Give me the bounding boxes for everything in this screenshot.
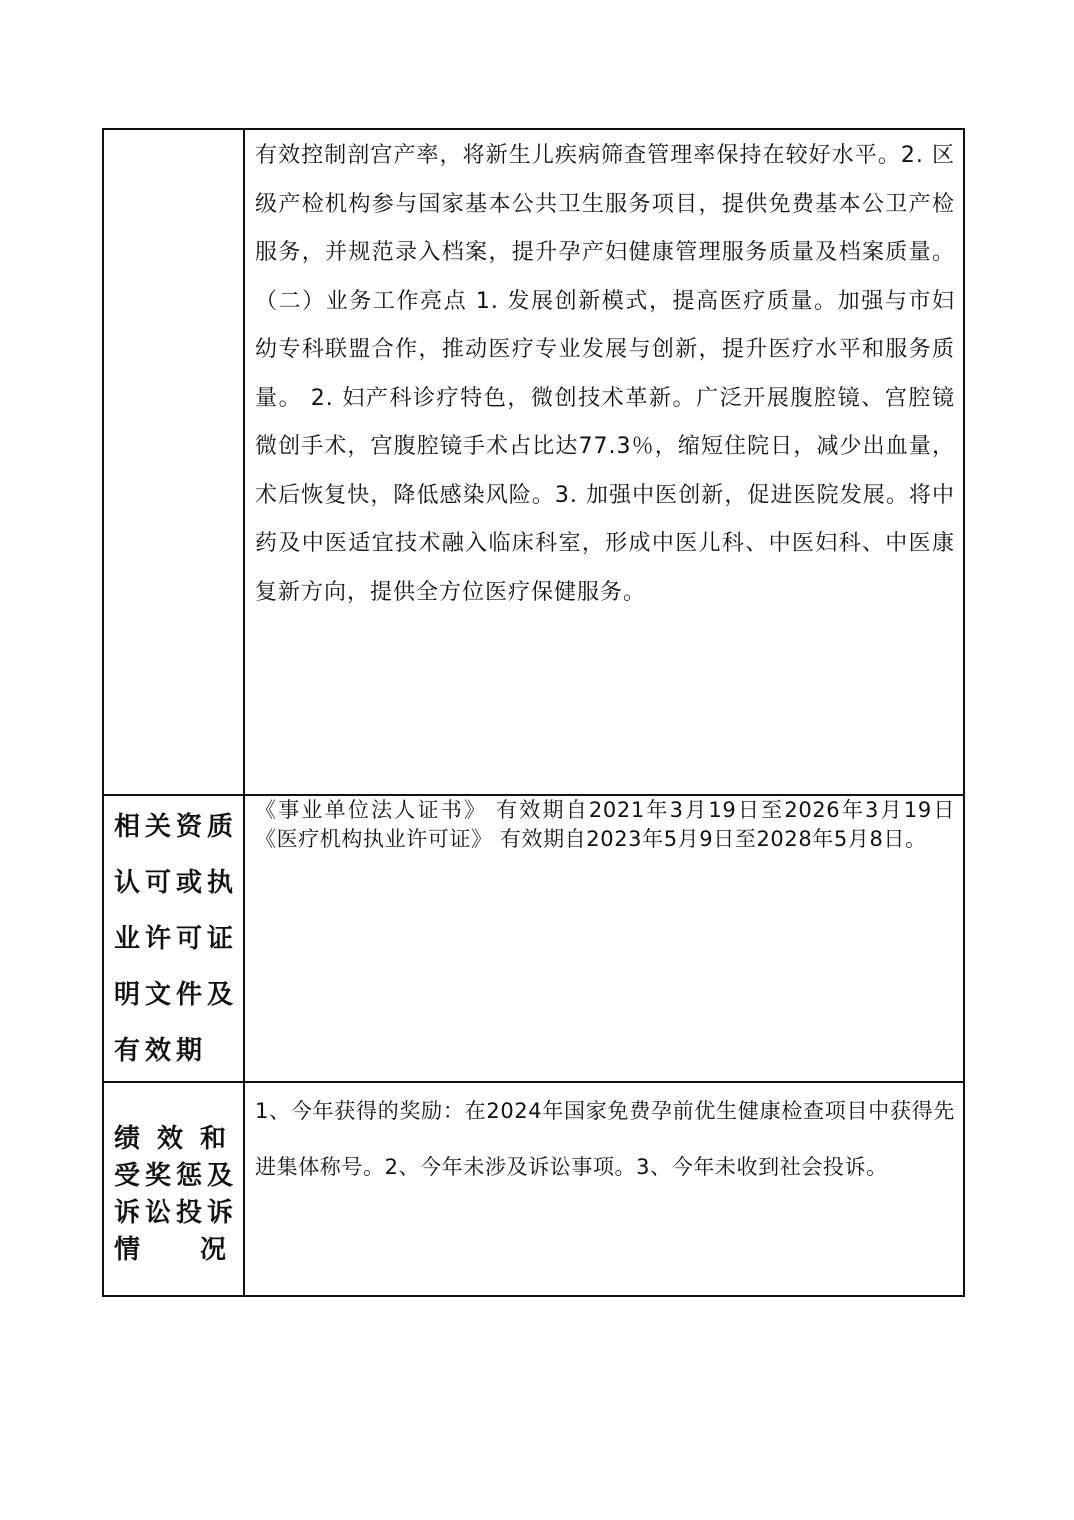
label-line: 业许可证 [114, 924, 239, 954]
row-label-cell [103, 129, 244, 795]
label-line: 有效期 [114, 1036, 208, 1066]
qualification-label [104, 796, 243, 1079]
report-table [102, 128, 965, 1297]
table-row [103, 129, 964, 795]
row-content-cell [244, 129, 964, 795]
awards-text: 1、今年获得的奖励：在2024年国家免费孕前优生健康检查项目中获得先进集体称号。2、今年未涉及诉讼事项。3、今年未收到社会投诉。 [255, 1099, 955, 1179]
certificate-text: 《事业单位法人证书》 有效期自2021年3月19日至2026年3月19日 《医疗机构执业许可证》 有效期自2023年5月9日至2028年5月8日。 [255, 798, 955, 851]
row-content-cell [244, 795, 964, 1082]
label-line: 绩效和 [114, 1124, 231, 1154]
row-label-cell [103, 1082, 244, 1296]
table-row [103, 795, 964, 1082]
row-content-cell [244, 1082, 964, 1296]
label-line: 受奖惩及 [114, 1161, 239, 1191]
label-line: 相关资质 [114, 812, 239, 842]
row-label-cell [103, 795, 244, 1082]
label-line: 情况 [114, 1235, 231, 1265]
label-line: 认可或执 [114, 868, 239, 898]
performance-label [104, 1083, 243, 1269]
label-line: 明文件及 [114, 980, 239, 1010]
table-row [103, 1082, 964, 1296]
label-line: 诉讼投诉 [114, 1198, 239, 1228]
work-summary-text: 有效控制剖宫产率，将新生儿疾病筛查管理率保持在较好水平。2. 区级产检机构参与国家基本公共卫生服务项目，提供免费基本公卫产检服务，并规范录入档案，提升孕产妇健康管理服务质量及档案质量。 （二）业务工作亮点 1. 发展创新模式，提高医疗质量。加强与市妇幼专科联盟合作，推动医疗专业发展与创新，提升医疗水平和服务质量。 2. 妇产科诊疗特色，微创技术革新。广泛开展腹腔镜、宫腔镜微创手术，宫腹腔镜手术占比达77.3％，缩短住院日，减少出血量，术后恢复快，降低感染风险。3. 加强中医创新，促进医院发展。将中药及中医适宜技术融入临床科室，形成中医儿科、中医妇科、中医康复新方向，提供全方位医疗保健服务。 [255, 143, 955, 605]
